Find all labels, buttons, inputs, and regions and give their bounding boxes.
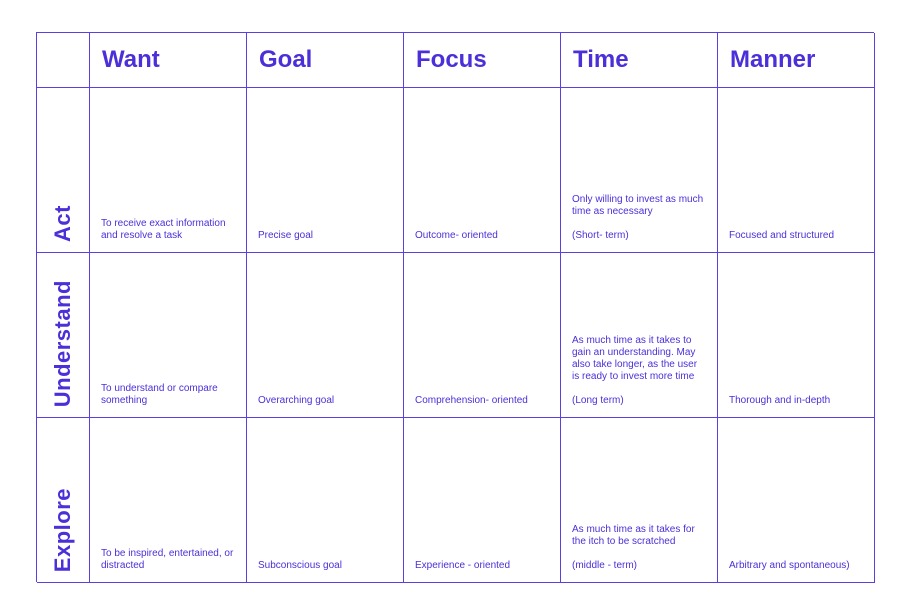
cell-text-detail: As much time as it takes for the itch to be scratched	[572, 524, 695, 547]
column-header-focus: Focus	[404, 33, 561, 88]
row-label-explore	[37, 418, 90, 583]
cell-text: Thorough and in-depth	[729, 395, 831, 406]
cell-act-want	[90, 88, 247, 253]
cell-act-goal	[247, 88, 404, 253]
cell-text-detail: As much time as it takes to gain an understanding. May also take longer, as the user is ready to invest more time	[572, 335, 698, 382]
cell-understand-focus	[404, 253, 561, 418]
cell-act-time	[561, 88, 718, 253]
cell-text-detail: Only willing to invest as much time as necessary	[572, 194, 704, 217]
row-label-text: Explore	[50, 487, 75, 572]
cell-text: Precise goal	[258, 230, 314, 241]
cell-text: Experience - oriented	[415, 560, 511, 571]
row-label-act	[37, 88, 90, 253]
cell-explore-time	[561, 418, 718, 583]
cell-act-manner	[718, 88, 875, 253]
cell-text: Comprehension- oriented	[415, 395, 528, 406]
cell-text-term: (Short- term)	[572, 230, 629, 241]
cell-understand-goal	[247, 253, 404, 418]
intent-matrix	[36, 32, 874, 582]
cell-text: Subconscious goal	[258, 560, 342, 571]
cell-understand-want	[90, 253, 247, 418]
cell-act-focus	[404, 88, 561, 253]
cell-understand-time	[561, 253, 718, 418]
column-header-want: Want	[90, 33, 247, 88]
column-header-time: Time	[561, 33, 718, 88]
cell-text: Arbitrary and spontaneous)	[729, 560, 850, 571]
column-header-manner: Manner	[718, 33, 875, 88]
cell-explore-manner	[718, 418, 875, 583]
cell-text: Overarching goal	[258, 395, 335, 406]
cell-text: To be inspired, entertained, or distracted	[101, 548, 234, 571]
cell-text: To understand or compare something	[101, 383, 218, 406]
cell-explore-goal	[247, 418, 404, 583]
cell-understand-manner	[718, 253, 875, 418]
cell-explore-want	[90, 418, 247, 583]
cell-text: Outcome- oriented	[415, 230, 498, 241]
row-label-text: Act	[50, 205, 75, 242]
cell-text-term: (middle - term)	[572, 560, 638, 571]
column-header-goal: Goal	[247, 33, 404, 88]
row-label-understand	[37, 253, 90, 418]
row-label-text: Understand	[50, 279, 75, 407]
cell-text: To receive exact information and resolve a task	[101, 218, 226, 241]
cell-text-term: (Long term)	[572, 395, 624, 406]
corner-cell	[37, 33, 90, 88]
cell-explore-focus	[404, 418, 561, 583]
cell-text: Focused and structured	[729, 230, 835, 241]
